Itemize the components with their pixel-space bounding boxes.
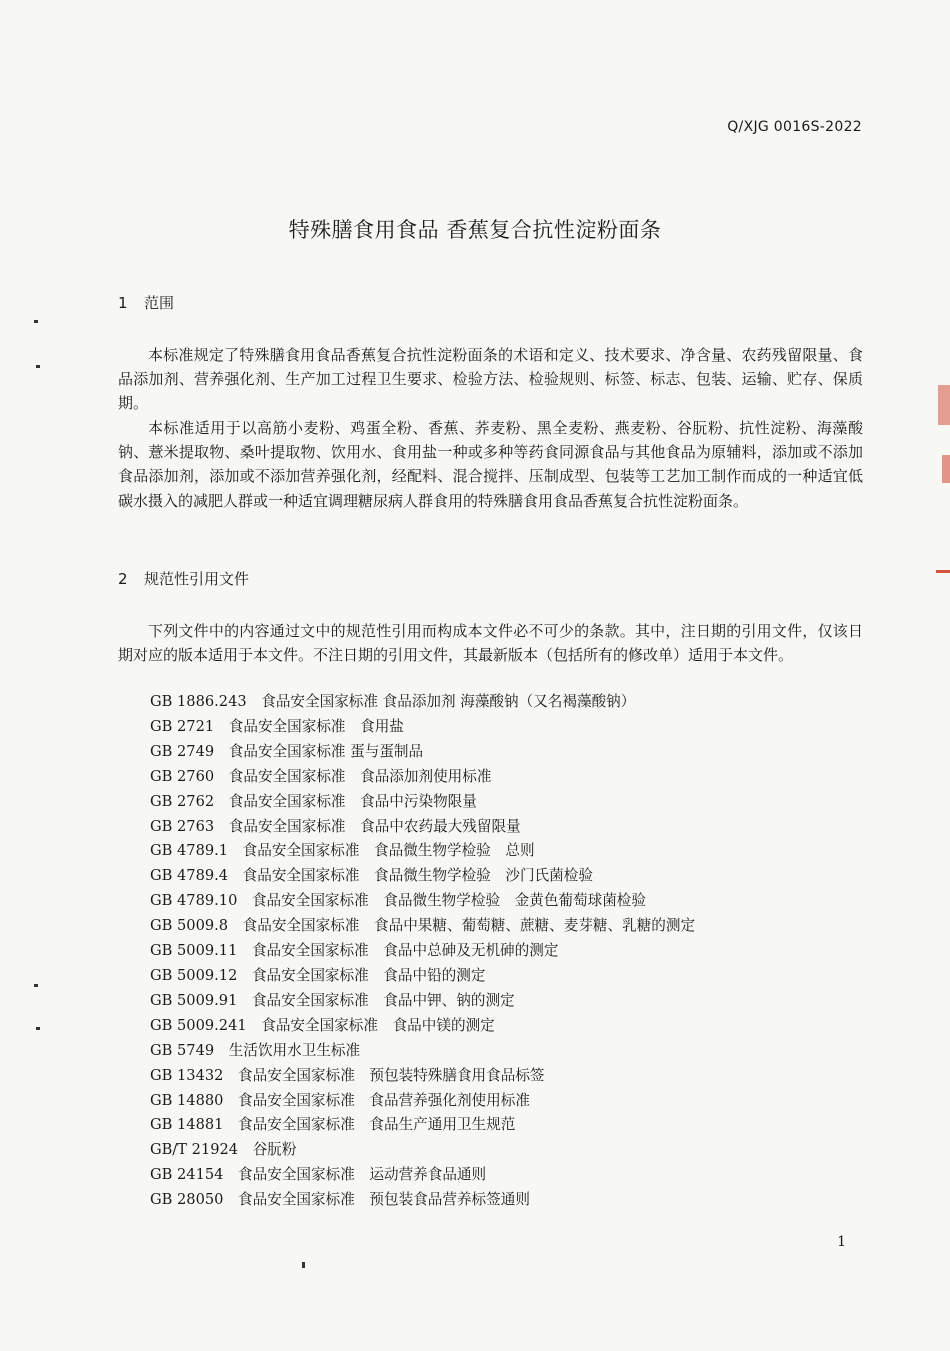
reference-item: GB 24154 食品安全国家标准 运动营养食品通则 [150, 1166, 487, 1184]
scan-speck [34, 320, 38, 323]
reference-item: GB 14881 食品安全国家标准 食品生产通用卫生规范 [150, 1116, 516, 1134]
reference-item: GB 1886.243 食品安全国家标准 食品添加剂 海藻酸钠（又名褐藻酸钠） [150, 693, 636, 710]
reference-item: GB 2721 食品安全国家标准 食用盐 [150, 717, 404, 735]
reference-item: GB 13432 食品安全国家标准 预包装特殊膳食用食品标签 [150, 1066, 545, 1084]
reference-item: GB 14880 食品安全国家标准 食品营养强化剂使用标准 [150, 1091, 530, 1109]
scan-speck [302, 1262, 305, 1268]
reference-item: GB 28050 食品安全国家标准 预包装食品营养标签通则 [150, 1191, 530, 1209]
scope-paragraph-1: 本标准规定了特殊膳食用食品香蕉复合抗性淀粉面条的术语和定义、技术要求、净含量、农药残留限量、食品添加剂、营养强化剂、生产加工过程卫生要求、检验方法、检验规则、标签、标志、包装、运输、贮存、保质期。 [118, 346, 863, 413]
section-1-heading [118, 292, 174, 313]
reference-item: GB 4789.10 食品安全国家标准 食品微生物学检验 金黄色葡萄球菌检验 [150, 892, 646, 910]
references-intro: 下列文件中的内容通过文中的规范性引用而构成本文件必不可少的条款。其中，注日期的引用文件，仅该日期对应的版本适用于本文件。不注日期的引用文件，其最新版本（包括所有的修改单）适用于本文件。 [118, 622, 863, 665]
page-number: 1 [837, 1234, 846, 1250]
reference-item: GB 5009.241 食品安全国家标准 食品中镁的测定 [150, 1016, 495, 1034]
document-title: 特殊膳食用食品 香蕉复合抗性淀粉面条 [288, 218, 662, 242]
reference-item: GB 2762 食品安全国家标准 食品中污染物限量 [150, 792, 477, 810]
reference-item: GB 2749 食品安全国家标准 蛋与蛋制品 [150, 742, 424, 760]
reference-item: GB 4789.4 食品安全国家标准 食品微生物学检验 沙门氏菌检验 [150, 867, 593, 885]
reference-item: GB 5009.91 食品安全国家标准 食品中钾、钠的测定 [150, 991, 515, 1009]
reference-item: GB 2760 食品安全国家标准 食品添加剂使用标准 [150, 767, 492, 785]
scan-speck [36, 365, 40, 368]
reference-item: GB 5749 生活饮用水卫生标准 [150, 1041, 361, 1059]
reference-item: GB 4789.1 食品安全国家标准 食品微生物学检验 总则 [150, 842, 535, 860]
edge-stamp-mark [942, 455, 950, 483]
edge-stamp-mark [936, 570, 950, 573]
standard-code: Q/XJG 0016S-2022 [727, 119, 862, 135]
reference-item: GB 5009.12 食品安全国家标准 食品中铅的测定 [150, 966, 486, 984]
scan-speck [34, 984, 38, 987]
section-1-title: 范围 [144, 294, 175, 312]
reference-item: GB 2763 食品安全国家标准 食品中农药最大残留限量 [150, 817, 521, 835]
reference-item: GB 5009.11 食品安全国家标准 食品中总砷及无机砷的测定 [150, 942, 559, 960]
reference-item: GB/T 21924 谷朊粉 [150, 1141, 297, 1159]
scope-paragraph-2: 本标准适用于以高筋小麦粉、鸡蛋全粉、香蕉、荞麦粉、黑全麦粉、燕麦粉、谷朊粉、抗性淀粉、海藻酸钠、薏米提取物、桑叶提取物、饮用水、食用盐一种或多种等药食同源食品与其他食品为原辅料，添加或不添加食品添加剂，添加或不添加营养强化剂，经配料、混合搅拌、压制成型、包装等工艺加工制作而成的一种适宜低碳水摄入的减肥人群或一种适宜调理糖尿病人群食用的特殊膳食用食品香蕉复合抗性淀粉面条。 [118, 419, 863, 510]
section-1-number: 1 [118, 294, 128, 312]
reference-item: GB 5009.8 食品安全国家标准 食品中果糖、葡萄糖、蔗糖、麦芽糖、乳糖的测定 [150, 917, 696, 935]
section-2-heading [118, 568, 249, 589]
reference-list [150, 690, 695, 1213]
section-2-number: 2 [118, 570, 128, 588]
edge-stamp-mark [938, 385, 950, 425]
section-2-title: 规范性引用文件 [144, 570, 250, 588]
scan-speck [36, 1027, 40, 1030]
